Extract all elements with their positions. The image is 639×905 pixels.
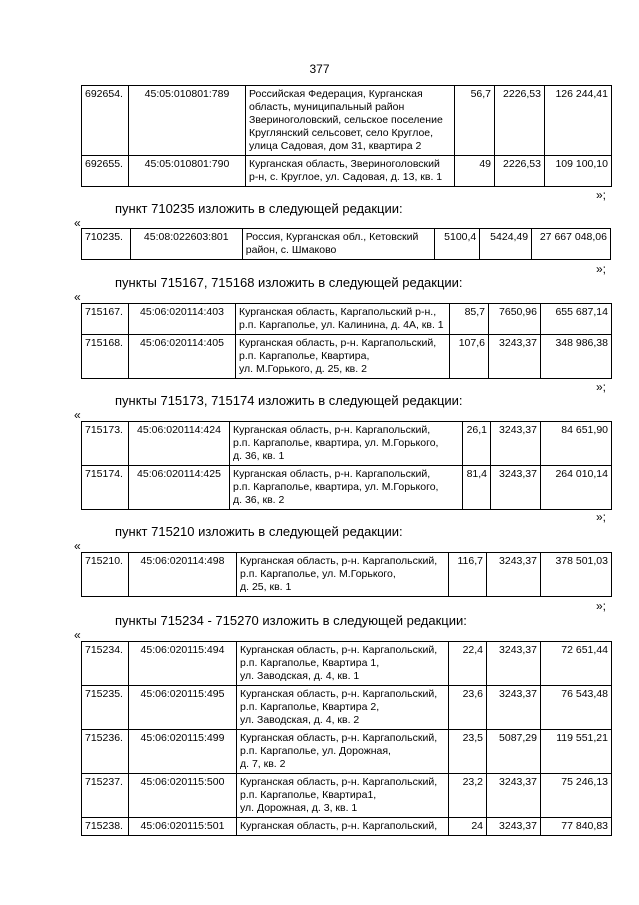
cadastral-value: 264 010,14: [541, 466, 612, 510]
area: 23,6: [449, 686, 487, 730]
rate: 5424,49: [480, 229, 532, 260]
area: 23,5: [449, 730, 487, 774]
closing-quote: »;: [595, 510, 606, 524]
address: Российская Федерация, Курганская область, муниципальный район Звериноголовский, сельское поселение Круглянский сельсовет, село Круглое, улица Садовая, дом 31, квартира 2: [246, 86, 455, 156]
cadastral-number: 45:06:020115:501: [129, 818, 237, 836]
opening-quote: «: [74, 408, 81, 422]
row-number: 715173.: [82, 422, 129, 466]
rate: 7650,96: [489, 304, 541, 335]
area: 23,2: [449, 774, 487, 818]
rate: 2226,53: [495, 156, 545, 187]
section-heading: пункты 715167, 715168 изложить в следующей редакции:: [115, 275, 463, 290]
opening-quote: «: [74, 628, 81, 642]
rate: 3243,37: [487, 818, 541, 836]
area: 116,7: [449, 553, 487, 597]
table-row: [82, 304, 612, 335]
address: Курганская область, р-н. Каргапольский, р.п. Каргаполье, Квартира1, ул. Дорожная, д. 3, кв. 1: [237, 774, 449, 818]
closing-quote: »;: [595, 380, 606, 394]
area: 24: [449, 818, 487, 836]
area: 85,7: [450, 304, 489, 335]
cadastral-number: 45:06:020114:424: [129, 422, 230, 466]
address: Курганская область, р-н. Каргапольский, р.п. Каргаполье, квартира, ул. М.Горького, д. 36, кв. 2: [230, 466, 463, 510]
cadastral-value: 27 667 048,06: [532, 229, 611, 260]
table-row: [82, 818, 612, 836]
section-heading: пункты 715173, 715174 изложить в следующей редакции:: [115, 393, 463, 408]
cadastral-value: 378 501,03: [541, 553, 612, 597]
address: Курганская область, р-н. Каргапольский, р.п. Каргаполье, ул. Дорожная, д. 7, кв. 2: [237, 730, 449, 774]
opening-quote: «: [74, 539, 81, 553]
register-table: [81, 421, 612, 510]
table-row: [82, 686, 612, 730]
table-row: [82, 553, 612, 597]
row-number: 715235.: [82, 686, 129, 730]
table-row: [82, 774, 612, 818]
cadastral-value: 109 100,10: [545, 156, 612, 187]
register-table: [81, 552, 612, 597]
row-number: 715167.: [82, 304, 129, 335]
row-number: 715236.: [82, 730, 129, 774]
register-table: [81, 641, 612, 836]
section-heading: пункт 710235 изложить в следующей редакции:: [115, 201, 403, 216]
opening-quote: «: [74, 290, 81, 304]
address: Курганская область, р-н. Каргапольский, р.п. Каргаполье, Квартира 1, ул. Заводская, д. 4, кв. 1: [237, 642, 449, 686]
address: Курганская область, р-н. Каргапольский, р.п. Каргаполье, ул. М.Горького, д. 25, кв. 1: [237, 553, 449, 597]
table-row: [82, 86, 612, 156]
area: 49: [455, 156, 495, 187]
cadastral-value: 119 551,21: [541, 730, 612, 774]
cadastral-value: 84 651,90: [541, 422, 612, 466]
address: Россия, Курганская обл., Кетовский район, с. Шмаково: [242, 229, 434, 260]
rate: 3243,37: [491, 422, 541, 466]
area: 107,6: [450, 335, 489, 379]
cadastral-number: 45:05:010801:790: [129, 156, 246, 187]
cadastral-number: 45:06:020115:499: [129, 730, 237, 774]
opening-quote: «: [74, 216, 81, 230]
area: 22,4: [449, 642, 487, 686]
cadastral-value: 126 244,41: [545, 86, 612, 156]
rate: 3243,37: [491, 466, 541, 510]
row-number: 692655.: [82, 156, 129, 187]
cadastral-number: 45:06:020115:494: [129, 642, 237, 686]
address: Курганская область, Каргапольский р-н., р.п. Каргаполье, ул. Калинина, д. 4А, кв. 1: [236, 304, 450, 335]
rate: 3243,37: [487, 642, 541, 686]
cadastral-number: 45:06:020114:498: [129, 553, 237, 597]
table-row: [82, 156, 612, 187]
closing-quote: »;: [595, 262, 606, 276]
address: Курганская область, р-н. Каргапольский, р.п. Каргаполье, Квартира 2, ул. Заводская, д. 4, кв. 2: [237, 686, 449, 730]
cadastral-value: 77 840,83: [541, 818, 612, 836]
area: 56,7: [455, 86, 495, 156]
address: Курганская область, р-н. Каргапольский,: [237, 818, 449, 836]
row-number: 715174.: [82, 466, 129, 510]
address: Курганская область, Звериноголовский р-н, с. Круглое, ул. Садовая, д. 13, кв. 1: [246, 156, 455, 187]
register-table: [81, 228, 611, 260]
rate: 2226,53: [495, 86, 545, 156]
row-number: 715237.: [82, 774, 129, 818]
rate: 3243,37: [487, 774, 541, 818]
section-heading: пункты 715234 - 715270 изложить в следующей редакции:: [115, 613, 467, 628]
rate: 3243,37: [487, 686, 541, 730]
cadastral-value: 75 246,13: [541, 774, 612, 818]
table-row: [82, 466, 612, 510]
table-row: [82, 730, 612, 774]
cadastral-value: 76 543,48: [541, 686, 612, 730]
cadastral-number: 45:06:020115:495: [129, 686, 237, 730]
row-number: 715238.: [82, 818, 129, 836]
cadastral-number: 45:06:020114:403: [129, 304, 236, 335]
cadastral-number: 45:05:010801:789: [129, 86, 246, 156]
rate: 5087,29: [487, 730, 541, 774]
page-number: 377: [309, 62, 330, 76]
table-row: [82, 229, 611, 260]
cadastral-value: 72 651,44: [541, 642, 612, 686]
row-number: 692654.: [82, 86, 129, 156]
row-number: 715168.: [82, 335, 129, 379]
area: 26,1: [463, 422, 491, 466]
address: Курганская область, р-н. Каргапольский, р.п. Каргаполье, Квартира, ул. М.Горького, д. 25, кв. 2: [236, 335, 450, 379]
closing-quote: »;: [595, 188, 606, 202]
area: 5100,4: [434, 229, 480, 260]
register-table: [81, 85, 612, 187]
address: Курганская область, р-н. Каргапольский, р.п. Каргаполье, квартира, ул. М.Горького, д. 36, кв. 1: [230, 422, 463, 466]
cadastral-number: 45:08:022603:801: [130, 229, 242, 260]
area: 81,4: [463, 466, 491, 510]
cadastral-number: 45:06:020114:405: [129, 335, 236, 379]
section-heading: пункт 715210 изложить в следующей редакции:: [115, 524, 403, 539]
row-number: 715210.: [82, 553, 129, 597]
cadastral-value: 348 986,38: [541, 335, 612, 379]
closing-quote: »;: [595, 599, 606, 613]
rate: 3243,37: [487, 553, 541, 597]
cadastral-value: 655 687,14: [541, 304, 612, 335]
table-row: [82, 422, 612, 466]
row-number: 710235.: [82, 229, 131, 260]
row-number: 715234.: [82, 642, 129, 686]
cadastral-number: 45:06:020115:500: [129, 774, 237, 818]
table-row: [82, 335, 612, 379]
cadastral-number: 45:06:020114:425: [129, 466, 230, 510]
rate: 3243,37: [489, 335, 541, 379]
register-table: [81, 303, 612, 379]
table-row: [82, 642, 612, 686]
